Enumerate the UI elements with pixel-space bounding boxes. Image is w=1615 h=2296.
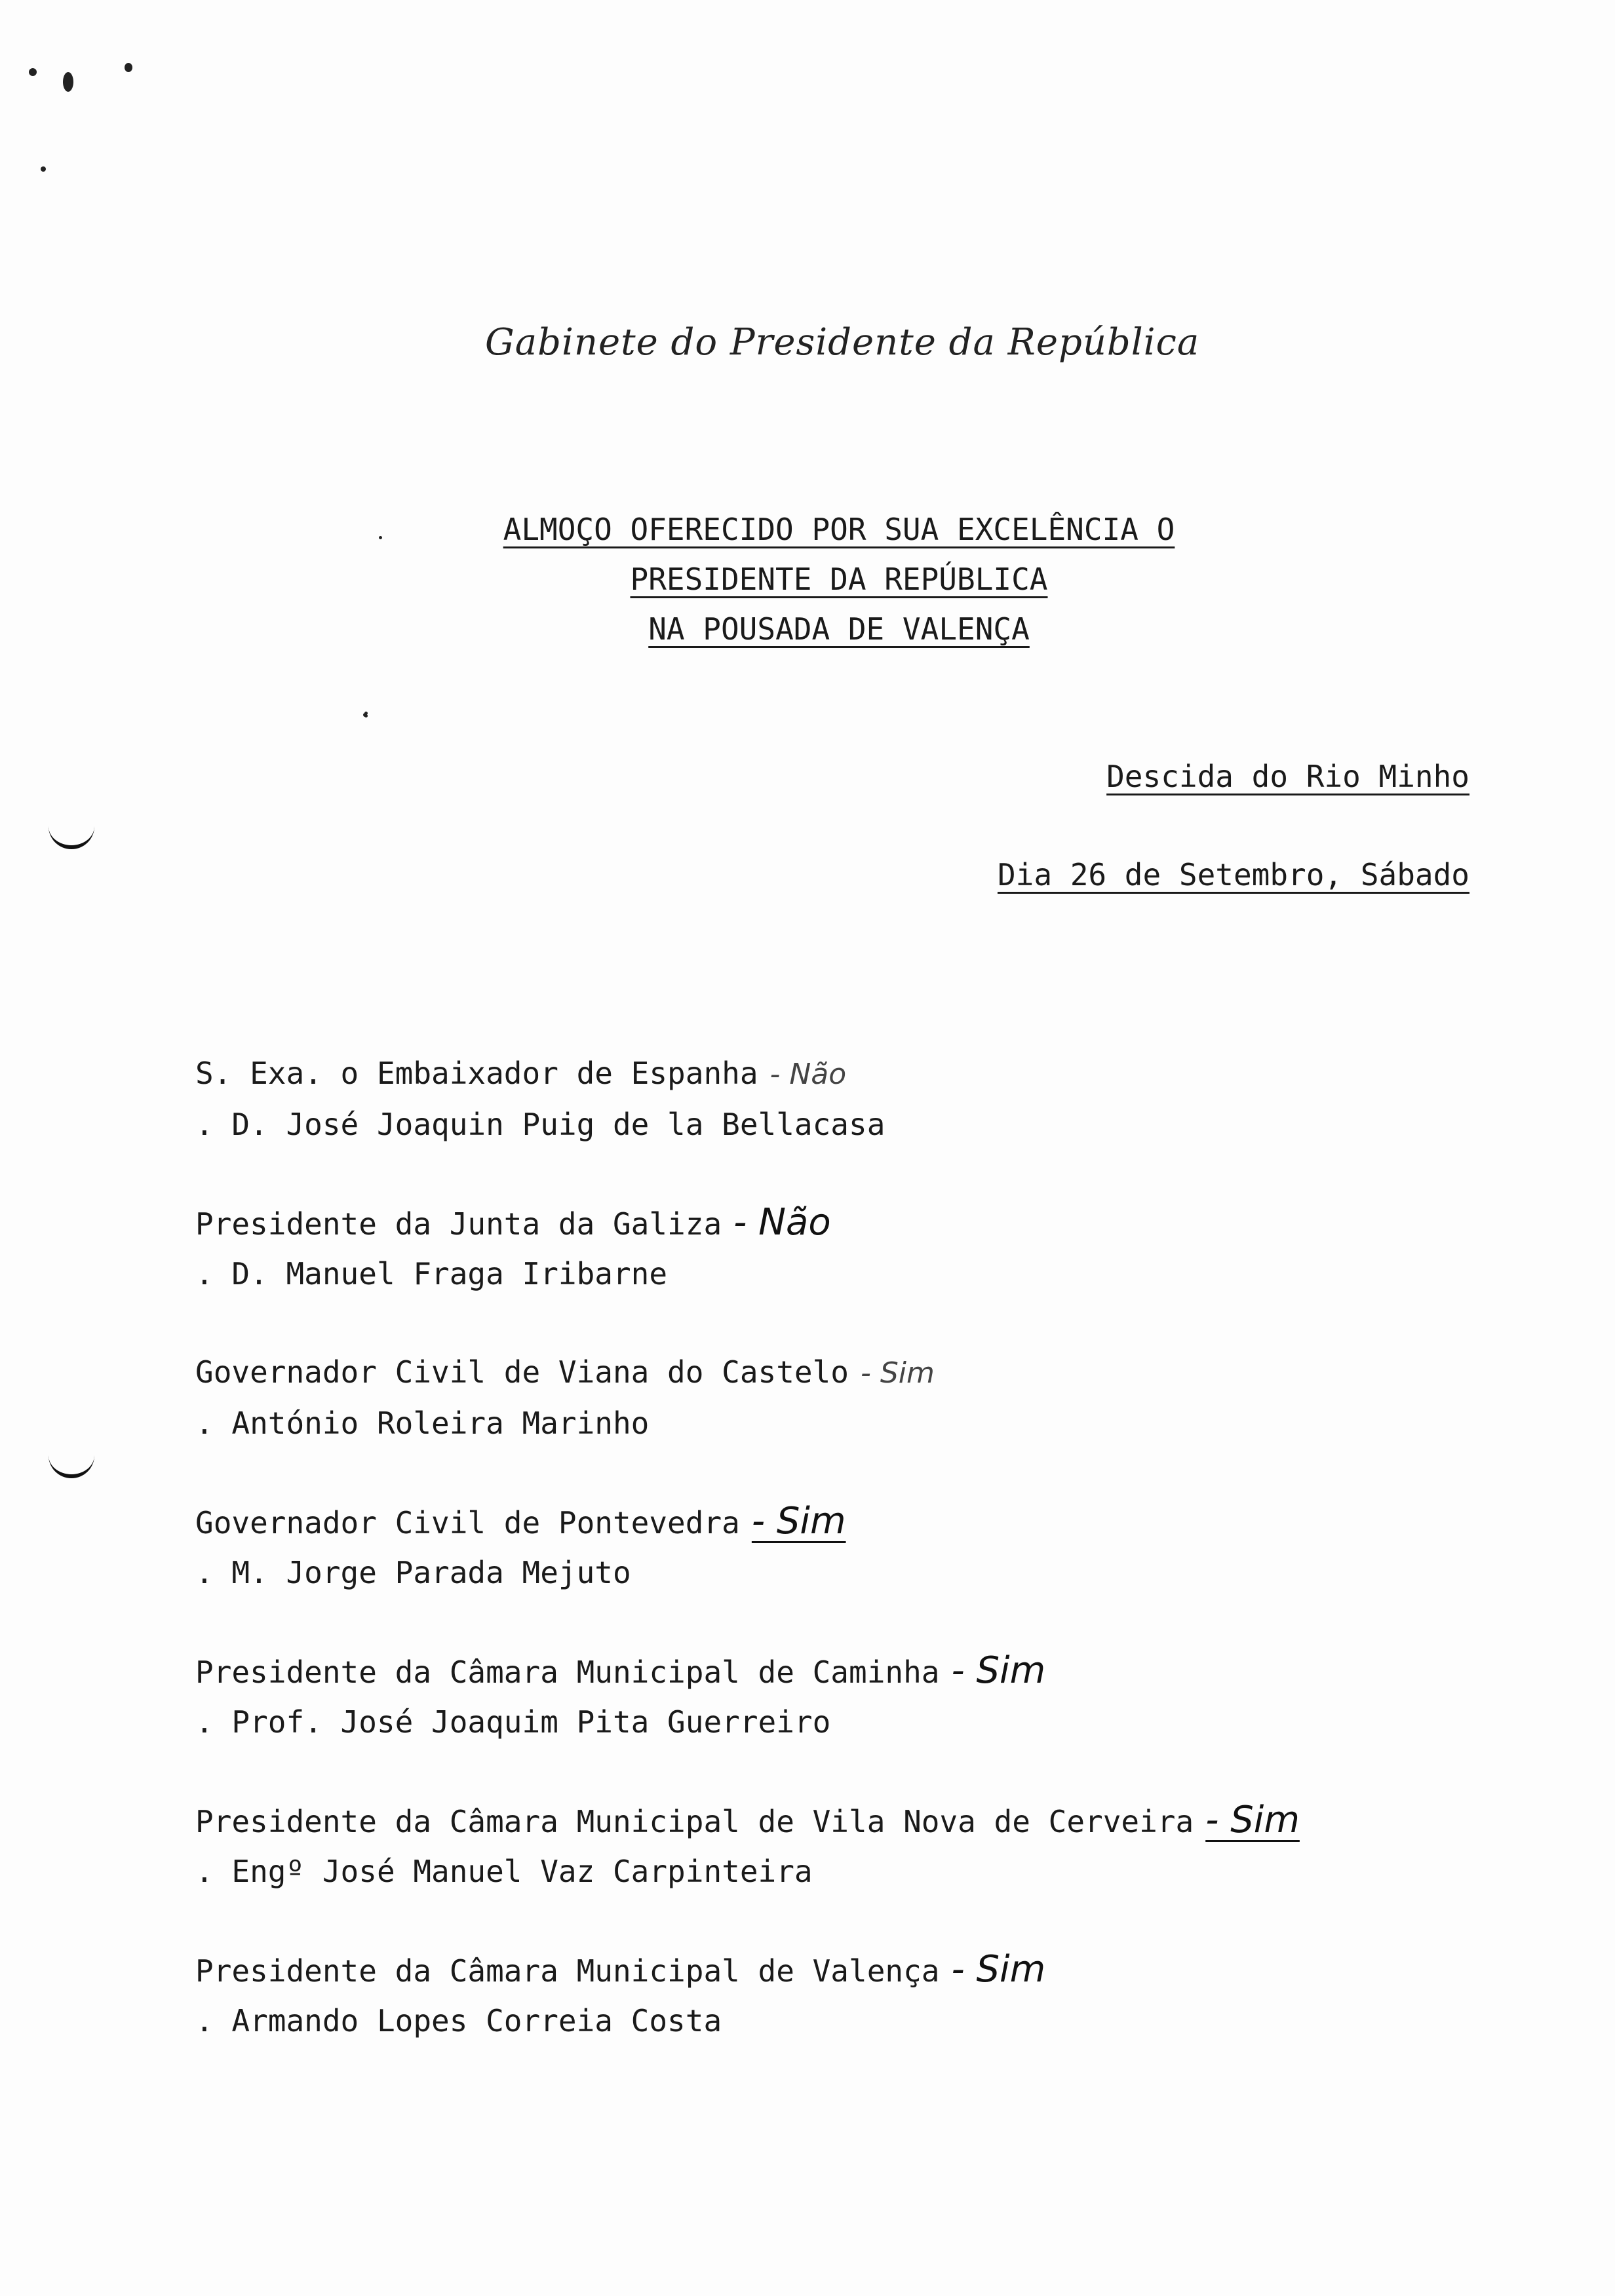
guest-list [195,1048,1506,2094]
guest-title: Presidente da Junta da Galiza - Não [195,1201,831,1244]
guest-title: Presidente da Câmara Municipal de Vila Nova de Cerveira - Sim [195,1799,1300,1841]
guest-title: Presidente da Câmara Municipal de Caminha - Sim [195,1649,1046,1692]
guest-name: . Prof. José Joaquim Pita Guerreiro [195,1704,831,1740]
guest-entry [195,1048,1506,1198]
guest-name: . António Roleira Marinho [195,1406,650,1441]
guest-entry [195,1945,1506,2094]
document-title [459,505,1219,654]
letterhead: Gabinete do Presidente da República [485,321,1200,364]
binder-hole-mark [49,1448,94,1478]
handwritten-response: - Sim [751,1500,846,1542]
scan-speck [29,68,37,76]
guest-title: Presidente da Câmara Municipal de Valença - Sim [195,1948,1046,1991]
binder-hole-mark [49,819,94,849]
guest-name: . Engº José Manuel Vaz Carpinteira [195,1854,813,1889]
scan-speck [125,63,132,72]
scan-speck [63,72,73,92]
handwritten-response: - Sim [1205,1799,1300,1841]
guest-name: . Armando Lopes Correia Costa [195,2003,722,2038]
guest-title: Governador Civil de Viana do Castelo - Sim [195,1354,935,1390]
handwritten-response: - Sim [861,1356,935,1390]
guest-name: . M. Jorge Parada Mejuto [195,1555,631,1590]
scan-speck [364,714,368,718]
guest-name: . D. José Joaquin Puig de la Bellacasa [195,1107,885,1142]
guest-entry [195,1646,1506,1795]
handwritten-response: - Sim [951,1948,1046,1991]
guest-title: S. Exa. o Embaixador de Espanha - Não [195,1056,847,1091]
title-line: PRESIDENTE DA REPÚBLICA [630,562,1048,597]
event-heading: Descida do Rio Minho [1106,759,1469,794]
guest-entry [195,1497,1506,1646]
guest-entry [195,1347,1506,1497]
handwritten-response: - Não [733,1201,831,1244]
event-date: Dia 26 de Setembro, Sábado [997,857,1469,892]
scan-speck [41,166,46,172]
guest-title: Governador Civil de Pontevedra - Sim [195,1500,846,1542]
handwritten-response: - Não [769,1058,847,1091]
title-line: NA POUSADA DE VALENÇA [648,611,1030,647]
handwritten-response: - Sim [951,1649,1046,1692]
guest-name: . D. Manuel Fraga Iribarne [195,1256,668,1292]
guest-entry [195,1198,1506,1347]
scan-speck [379,536,382,539]
title-line: ALMOÇO OFERECIDO POR SUA EXCELÊNCIA O [503,512,1175,547]
guest-entry [195,1795,1506,1945]
